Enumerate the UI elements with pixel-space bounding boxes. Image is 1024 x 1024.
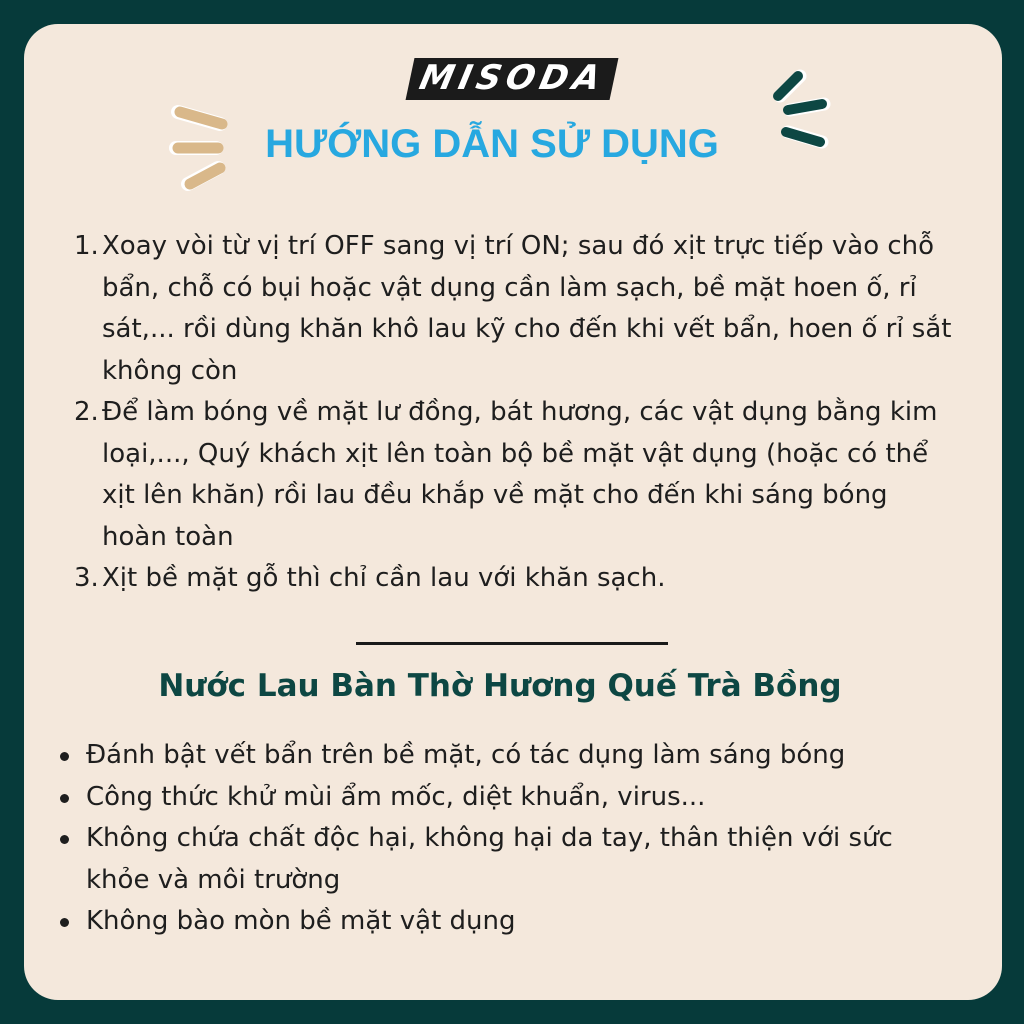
step-text: Xoay vòi từ vị trí OFF sang vị trí ON; sau đó xịt trực tiếp vào chỗ bẩn, chỗ có bụi hoặc vật dụng cần làm sạch, bề mặt hoen ố, rỉ sát,... rồi dùng khăn khô lau kỹ cho đến khi vết bẩn, hoen ố rỉ sắt không còn [102,231,952,386]
step-text: Xịt bề mặt gỗ thì chỉ cần lau với khăn sạch. [102,563,666,593]
feature-item [58,735,958,777]
feature-text: Không chứa chất độc hại, không hại da tay, thân thiện với sức khỏe và môi trường [86,823,893,895]
bullet-icon [60,794,69,803]
step-item [74,226,954,392]
instruction-steps [74,226,954,600]
section-divider [356,642,668,645]
step-text: Để làm bóng về mặt lư đồng, bát hương, các vật dụng bằng kim loại,..., Quý khách xịt lên toàn bộ bề mặt vật dụng (hoặc có thể xịt lên khăn) rồi lau đều khắp về mặt cho đến khi sáng bóng hoàn toàn [102,397,938,552]
bullet-icon [60,835,69,844]
bullet-icon [60,752,69,761]
brand-logo-text: MISODA [405,58,618,100]
bullet-icon [60,918,69,927]
feature-text: Đánh bật vết bẩn trên bề mặt, có tác dụng làm sáng bóng [86,740,846,770]
page-title: HƯỚNG DẪN SỬ DỤNG [265,122,719,166]
product-title: Nước Lau Bàn Thờ Hương Quế Trà Bồng [158,668,842,704]
feature-text: Công thức khử mùi ẩm mốc, diệt khuẩn, virus... [86,781,706,812]
feature-list [58,735,958,943]
feature-text: Không bào mòn bề mặt vật dụng [86,906,516,936]
step-number: 3. [74,563,99,593]
feature-item [58,777,958,819]
step-item [74,558,954,600]
feature-item [58,818,958,901]
brand-logo [0,58,1024,100]
step-number: 2. [74,397,99,427]
feature-item [58,901,958,943]
step-item [74,392,954,558]
step-number: 1. [74,231,99,261]
